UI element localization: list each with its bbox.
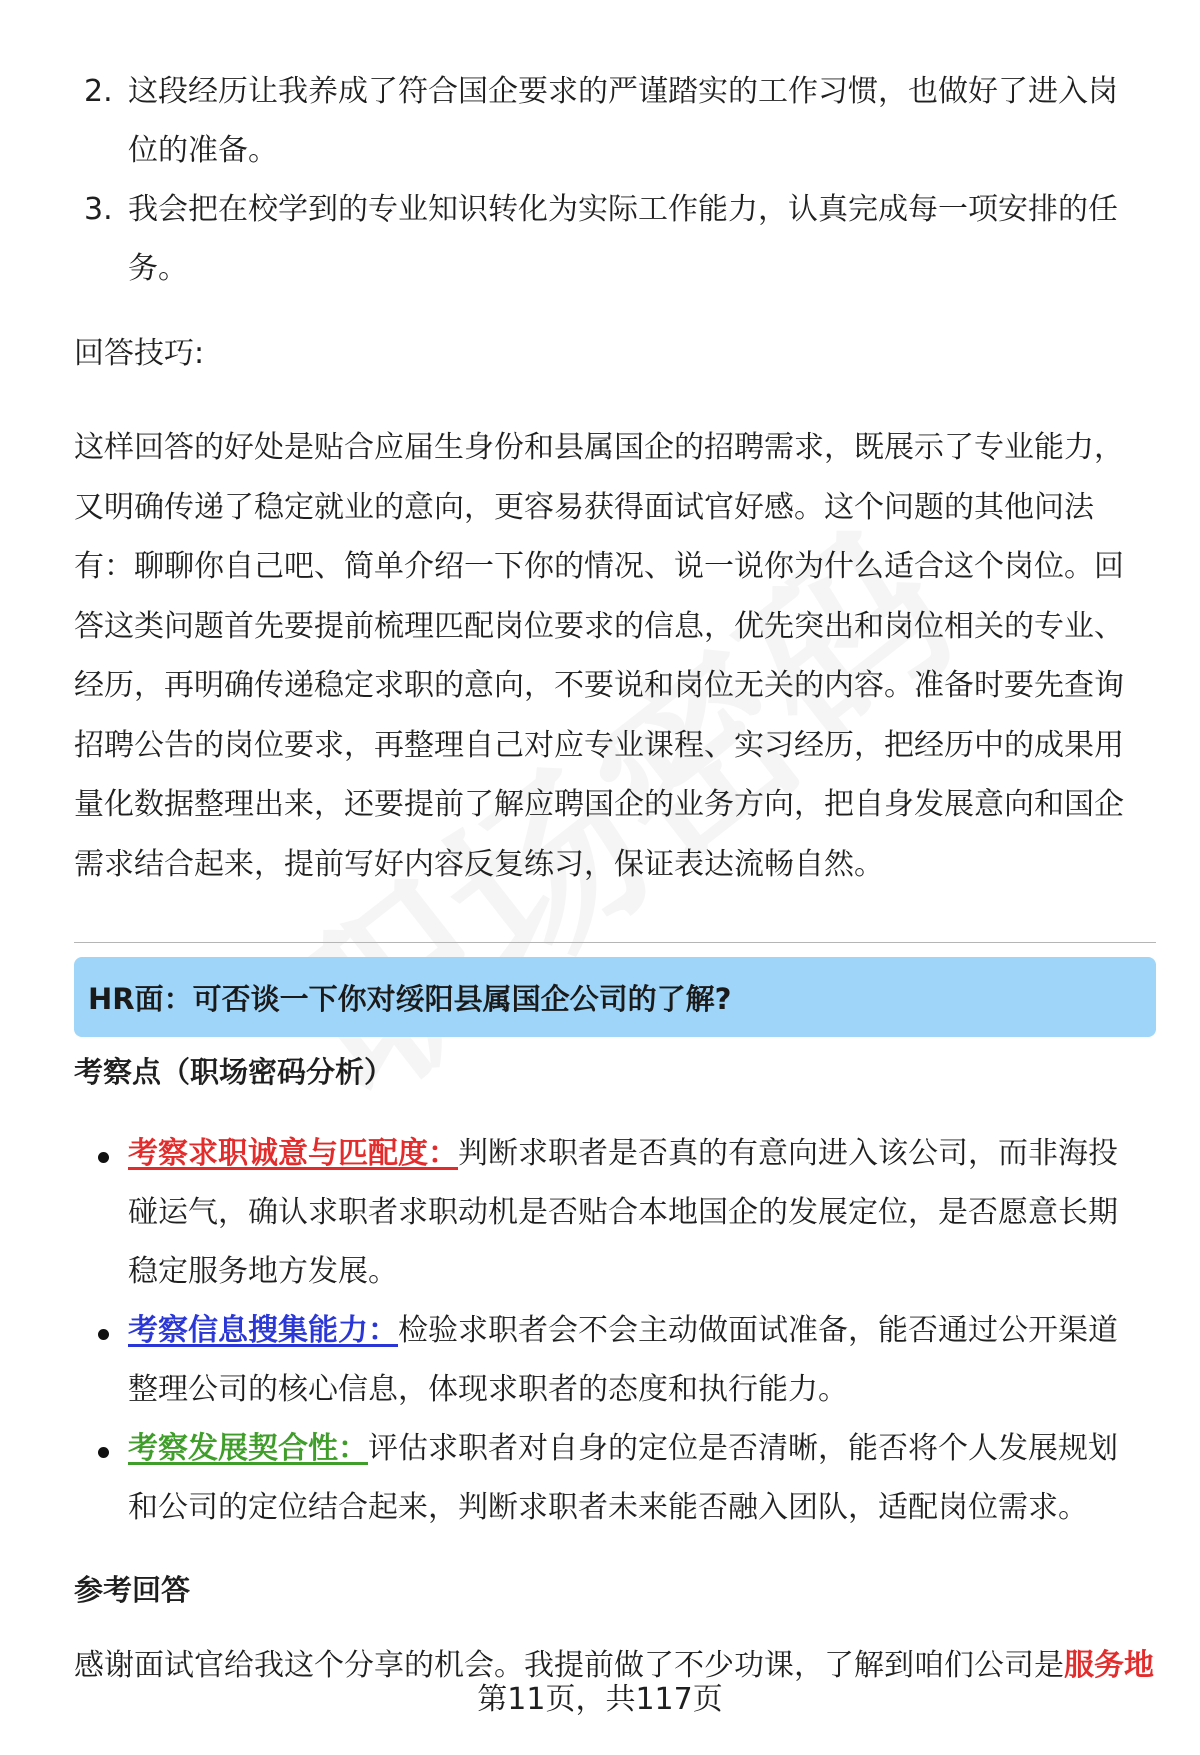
answer-highlight: 服务地 <box>1064 1648 1154 1683</box>
page-footer: 第11页，共117页 <box>477 1682 723 1717</box>
assessment-points-list <box>98 1124 1146 1537</box>
answer-heading: 参考回答 <box>74 1573 191 1607</box>
list-item <box>84 62 1144 180</box>
keyword-link: 考察发展契合性： <box>128 1431 368 1466</box>
tips-paragraph: 这样回答的好处是贴合应届生身份和县属国企的招聘需求，既展示了专业能力，又明确传递了稳定就业的意向，更容易获得面试官好感。这个问题的其他问法有：聊聊你自己吧、简单介绍一下你的情况、说一说你为什么适合这个岗位。回答这类问题首先要提前梳理匹配岗位要求的信息，优先突出和岗位相关的专业、经历，再明确传递稳定求职的意向，不要说和岗位无关的内容。准备时要先查询招聘公告的岗位要求，再整理自己对应专业课程、实习经历，把经历中的成果用量化数据整理出来，还要提前了解应聘国企的业务方向，把自身发展意向和国企需求结合起来，提前写好内容反复练习，保证表达流畅自然。 <box>74 430 1124 882</box>
bullet-text: 评估求职者对自身的定位是否清晰，能否将个人发展规划和公司的定位结合起来，判断求职者未来能否融入团队，适配岗位需求。 <box>128 1431 1118 1525</box>
list-text: 我会把在校学到的专业知识转化为实际工作能力，认真完成每一项安排的任务。 <box>128 192 1118 286</box>
section-divider <box>74 942 1156 943</box>
list-item <box>98 1124 1146 1301</box>
list-item <box>98 1419 1146 1537</box>
list-item <box>98 1301 1146 1419</box>
question-banner <box>74 957 1156 1037</box>
list-text: 这段经历让我养成了符合国企要求的严谨踏实的工作习惯，也做好了进入岗位的准备。 <box>128 74 1118 168</box>
list-number: 3. <box>84 192 113 227</box>
bullet-icon <box>98 1447 109 1458</box>
bullet-icon <box>98 1329 109 1340</box>
bullet-text: 判断求职者是否真的有意向进入该公司，而非海投碰运气，确认求职者求职动机是否贴合本地国企的发展定位，是否愿意长期稳定服务地方发展。 <box>128 1136 1118 1289</box>
bullet-icon <box>98 1152 109 1163</box>
keyword-link: 考察信息搜集能力： <box>128 1313 398 1348</box>
list-item <box>84 180 1144 298</box>
list-number: 2. <box>84 74 113 109</box>
answer-text: 感谢面试官给我这个分享的机会。我提前做了不少功课，了解到咱们公司是 <box>74 1648 1064 1683</box>
bullet-text: 检验求职者会不会主动做面试准备，能否通过公开渠道整理公司的核心信息，体现求职者的态度和执行能力。 <box>128 1313 1118 1407</box>
section-heading: 考察点（职场密码分析） <box>74 1055 394 1089</box>
tips-label: 回答技巧: <box>74 336 205 371</box>
numbered-list <box>84 62 1144 298</box>
question-text: HR面：可否谈一下你对绥阳县属国企公司的了解? <box>88 981 732 1016</box>
keyword-link: 考察求职诚意与匹配度： <box>128 1136 458 1171</box>
